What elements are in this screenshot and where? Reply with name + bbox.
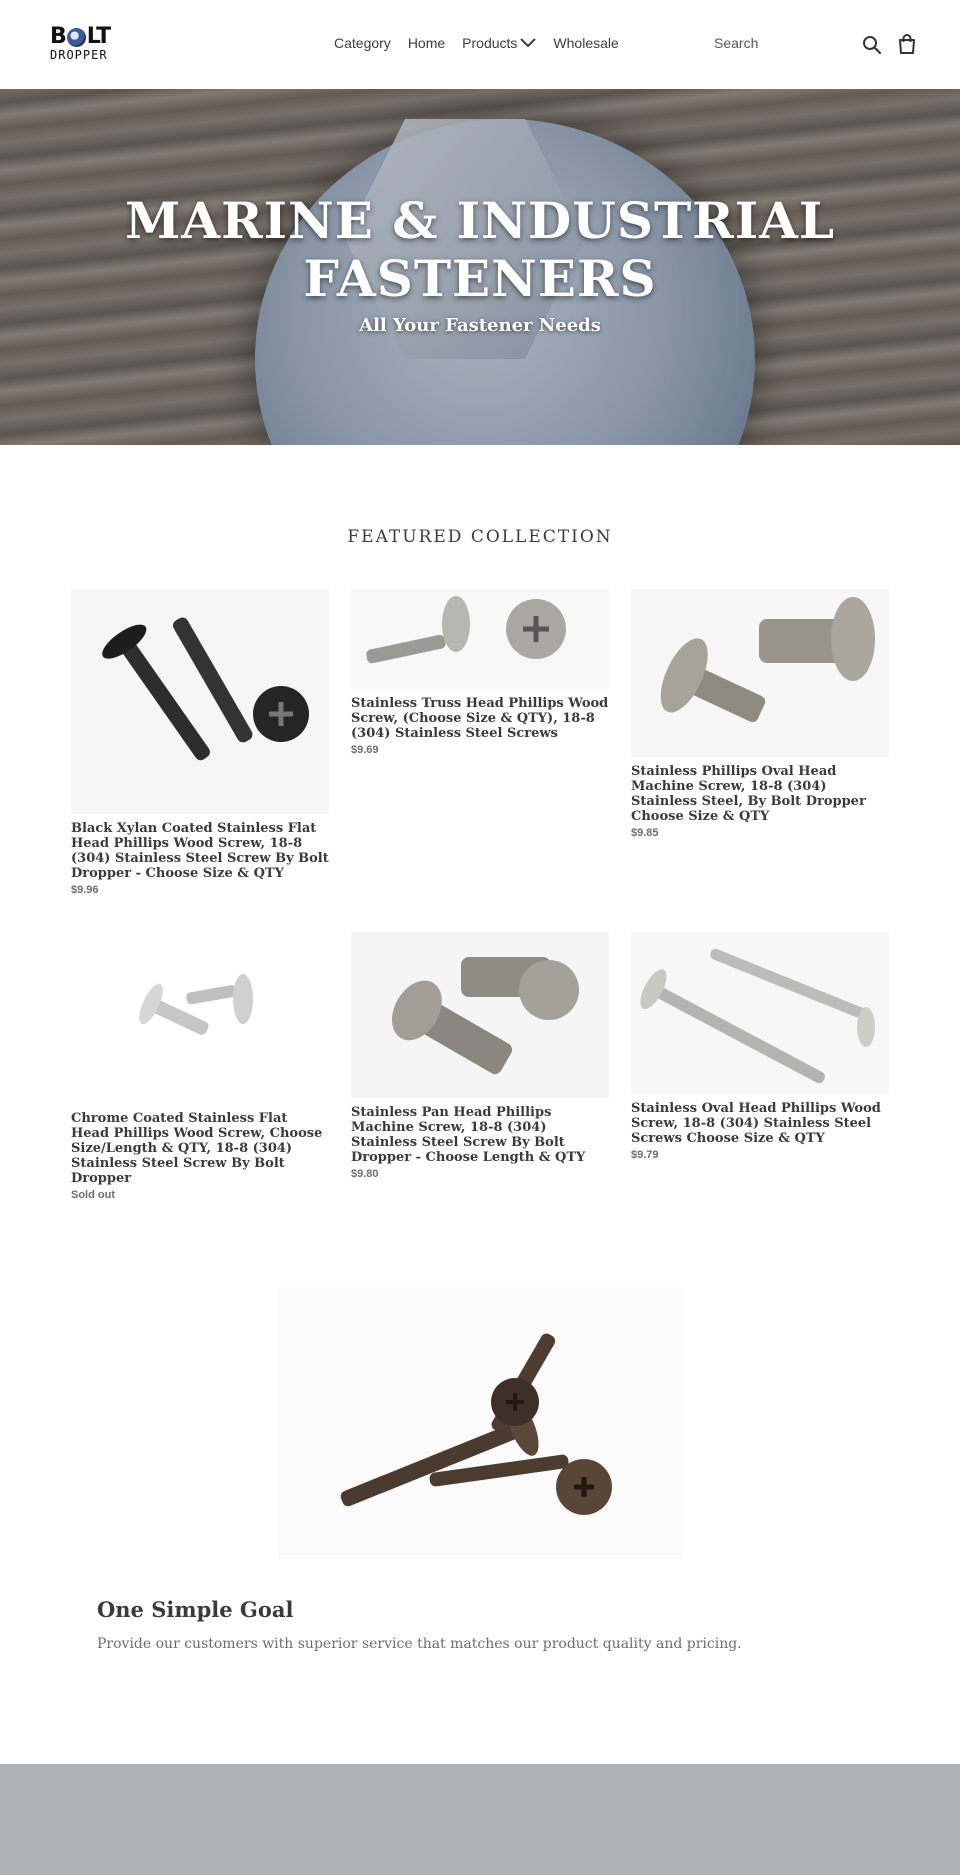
product-title[interactable]: Stainless Oval Head Phillips Wood Screw, 18-8 (304) Stainless Steel Screws Choose Size & QTY [631,1101,881,1146]
product-image[interactable] [71,932,329,1104]
product-image[interactable] [351,932,609,1098]
product-title[interactable]: Stainless Pan Head Phillips Machine Screw, 18-8 (304) Stainless Steel Screw By Bolt Dropper - Choose Length & QTY [351,1105,586,1165]
bronze-screws-image [278,1287,683,1559]
logo-bolt-icon [67,28,86,47]
site-footer [0,1764,960,1875]
product-title[interactable]: Black Xylan Coated Stainless Flat Head Phillips Wood Screw, 18-8 (304) Stainless Steel Screw By Bolt Dropper - Choose Size & QTY [71,821,329,881]
oval-head-wood-screws-image [631,932,889,1094]
search-input[interactable]: Search [714,35,759,51]
logo-wordmark [50,26,112,48]
logo-subword: DROPPER [50,48,108,62]
product-price: $9.69 [351,744,379,756]
about-text: Provide our customers with superior service that matches our product quality and pricing. [97,1636,742,1652]
nav-wholesale-label: Wholesale [553,35,619,51]
hero-subtitle: All Your Fastener Needs [359,315,601,336]
product-price: $9.79 [631,1149,659,1161]
featured-collection-title: FEATURED COLLECTION [347,527,613,547]
search-icon[interactable] [862,35,882,55]
product-card[interactable] [351,589,609,756]
pan-head-machine-screws-image [351,932,609,1098]
bolt-dropper-logo[interactable] [50,26,112,66]
product-image[interactable] [71,589,329,814]
chevron-down-icon [520,38,536,48]
product-price: $9.85 [631,827,659,839]
product-card[interactable] [351,932,609,1180]
product-card[interactable] [631,589,889,839]
black-flat-head-screws-image [71,589,329,814]
hero-title [0,192,960,308]
nav-category[interactable] [334,35,391,51]
product-card[interactable] [631,932,889,1161]
product-price: $9.96 [71,884,99,896]
product-card[interactable] [71,589,329,896]
nav-wholesale[interactable] [553,35,618,51]
product-image[interactable] [631,932,889,1094]
about-image [278,1287,683,1559]
main-nav [334,35,636,51]
product-title[interactable]: Stainless Truss Head Phillips Wood Screw, (Choose Size & QTY), 18-8 (304) Stainless Steel Screws [351,696,609,741]
truss-head-screws-image [351,589,609,689]
about-heading: One Simple Goal [97,1597,294,1622]
site-header [0,0,960,89]
product-price: $9.80 [351,1168,379,1180]
logo-letters: LT [86,24,111,49]
nav-category-label: Category [334,35,391,51]
product-title[interactable]: Chrome Coated Stainless Flat Head Phillips Wood Screw, Choose Size/Length & QTY, 18-8 (304) Stainless Steel Screw By Bolt Dropper [71,1111,323,1186]
product-price: Sold out [71,1189,115,1201]
hero-title-line2: FASTENERS [303,249,657,308]
product-image[interactable] [351,589,609,689]
chrome-flat-head-screws-image [71,932,329,1104]
nav-home[interactable] [408,35,445,51]
nav-products[interactable] [462,35,536,51]
oval-head-machine-screws-image [631,589,889,757]
nav-products-label: Products [462,35,518,51]
product-title[interactable]: Stainless Phillips Oval Head Machine Screw, 18-8 (304) Stainless Steel, By Bolt Dropper Choose Size & QTY [631,764,866,824]
hero-banner [0,89,960,445]
hero-title-line1: MARINE & INDUSTRIAL [124,191,836,250]
product-card[interactable] [71,932,329,1201]
cart-icon[interactable] [896,33,918,55]
product-image[interactable] [631,589,889,757]
logo-letter: B [50,24,66,49]
nav-home-label: Home [407,35,446,51]
